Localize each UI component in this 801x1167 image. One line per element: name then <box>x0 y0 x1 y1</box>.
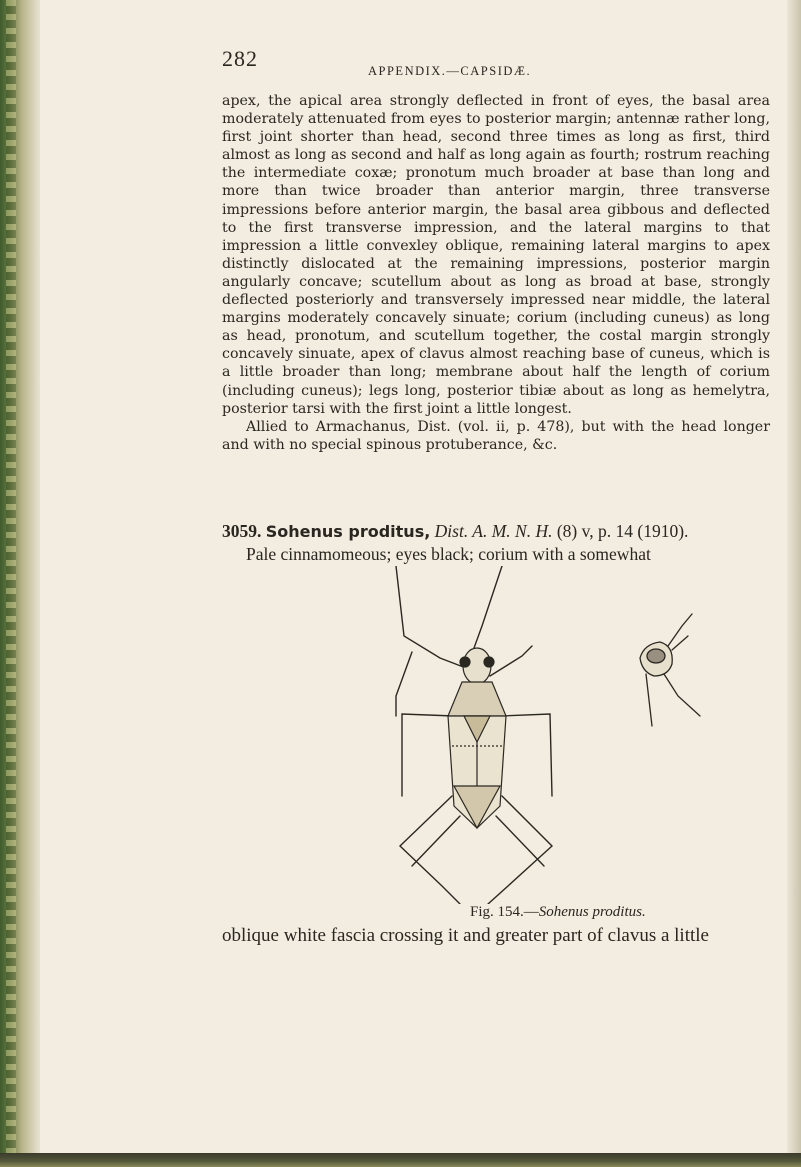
continuation-line: oblique white fascia crossing it and greater part of clavus a little <box>222 925 709 946</box>
paragraph-allied: Allied to Armachanus, Dist. (vol. ii, p. 478), but with the head longer and with no special spinous protuberance, &c. <box>222 418 770 453</box>
caption-species: Sohenus proditus. <box>538 904 646 920</box>
entry-reference-detail: (8) v, p. 14 (1910). <box>556 521 689 541</box>
species-name: Sohenus proditus, <box>265 522 431 541</box>
page-bottom-edge <box>0 1153 801 1167</box>
figure-insect-illustration <box>382 566 726 904</box>
page-number: 282 <box>222 46 258 71</box>
book-spine <box>0 0 40 1167</box>
entry-number: 3059. <box>222 521 262 541</box>
body-text <box>222 92 770 454</box>
species-entry <box>222 520 770 566</box>
entry-reference: Dist. A. M. N. H. <box>434 521 553 541</box>
running-head: APPENDIX.—CAPSIDÆ. <box>368 64 532 78</box>
page-edge <box>787 0 801 1167</box>
entry-description: Pale cinnamomeous; eyes black; corium with a somewhat <box>246 544 651 564</box>
figure-caption <box>470 904 646 921</box>
caption-prefix: Fig. 154.— <box>470 904 539 920</box>
paragraph-description: apex, the apical area strongly deflected in front of eyes, the basal area moderately attenuated from eyes to posterior margin; antennæ rather long, first joint shorter than head, second three times as long as first, third almost as long as second and half as long again as fourth; rostrum reaching the intermediate coxæ; pronotum much broader at base than long and more than twice broader than anterior margin, three transverse impressions before anterior margin, the basal area gibbous and deflected to the first transverse impression, and the lateral margins to that impression a little convexley oblique, remaining lateral margins to apex distinctly dislocated at the remaining impressions, posterior margin angularly concave; scutellum about as long as broad at base, strongly deflected posteriorly and transversely impressed near middle, the lateral margins moderately concavely sinuate; corium (including cuneus) as long as head, pronotum, and scutellum together, the costal margin strongly concavely sinuate, apex of clavus almost reaching base of cuneus, which is a little broader than long; membrane about half the length of corium (including cuneus); legs long, posterior tibiæ about as long as hemelytra, posterior tarsi with the first joint a little longest. <box>222 93 770 417</box>
